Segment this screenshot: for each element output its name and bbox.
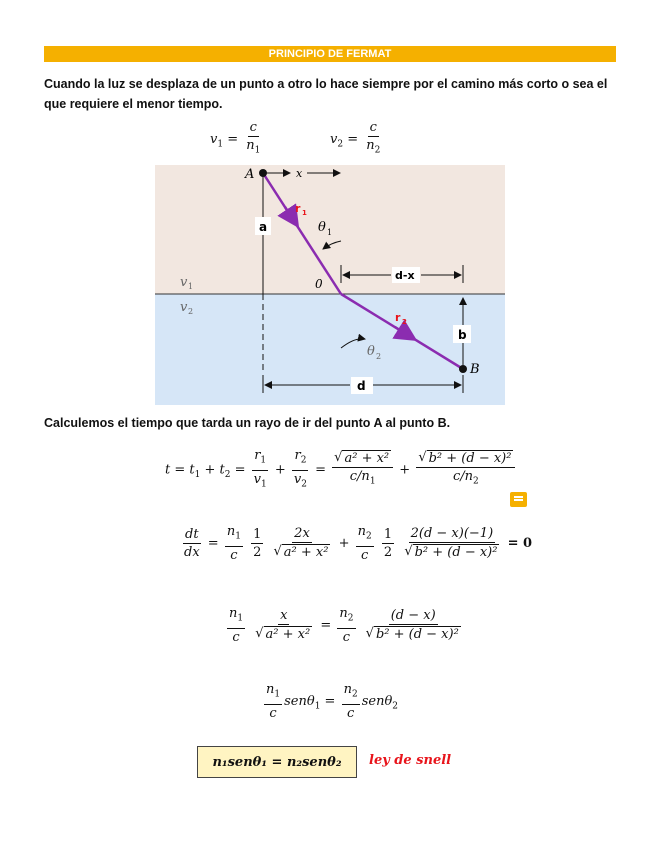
svg-text:x: x [296,167,303,180]
sine-equation: $\frac{n_1}{c}$ senθ$_1$ = $\frac{n_2}{c}$ senθ$_2$ [266,682,399,721]
time-equation: $t = t_1 + t_2$ = $\frac{r_1}{v_1}$ + $\frac{r_2}{v_2}$ = √ a² + x² $c/n_1$ + √ b² + (d − x)² $c/n_2$ [165,448,517,492]
point-B [459,365,467,373]
velocity-eq-1: $v_1$ = $\frac{c}{n_1}$ [210,120,261,156]
svg-text:d-x: d-x [395,269,415,282]
equality-equation: $\frac{n_1}{c}$ x √ a² + x² = $\frac{n_2}{c}$ (d − x) √ b² + (d − x)² [229,606,459,645]
svg-text:2: 2 [376,352,382,361]
velocity-eq-2: $v_2$ = $\frac{c}{n_2}$ [330,120,381,156]
svg-text:1: 1 [188,282,194,291]
svg-text:d: d [357,379,366,393]
snell-law-label: ley de snell [369,753,452,768]
intro-paragraph: Cuando la luz se desplaza de un punto a otro lo hace siempre por el camino más corto o sea el que requiere el menor tiempo. [44,77,608,111]
svg-text:r: r [395,311,401,324]
calc-paragraph: Calculemos el tiempo que tarda un rayo de ir del punto A al punto B. [44,416,451,430]
svg-text:A: A [245,167,255,182]
svg-text:r: r [295,202,301,215]
medium-2 [155,294,505,405]
svg-text:B: B [470,362,480,377]
svg-text:1: 1 [327,228,333,237]
svg-text:b: b [458,328,467,342]
svg-text:v: v [180,300,188,315]
section-heading: PRINCIPIO DE FERMAT [44,46,616,62]
svg-text:a: a [259,220,268,234]
svg-text:2: 2 [402,318,407,326]
snell-law-box [197,746,357,778]
comment-icon[interactable] [510,492,527,507]
svg-text:2: 2 [188,307,194,316]
svg-text:1: 1 [302,209,307,217]
snell-formula: n₁senθ₁ = n₂senθ₂ [212,754,342,770]
svg-text:v: v [180,275,188,290]
derivative-equation: $\frac{dt}{dx}$ = $\frac{n_1}{c}$ $\frac{1}{2}$ 2x √ a² + x² + $\frac{n_2}{c}$ $\frac{1}{2}$ 2(d − x)(−1) √ b² + (d − x)² = 0 [184,524,533,563]
point-A [259,169,267,177]
refraction-diagram [155,165,505,405]
svg-text:θ: θ [367,344,375,359]
svg-text:θ: θ [318,220,326,235]
svg-text:0: 0 [315,277,323,291]
